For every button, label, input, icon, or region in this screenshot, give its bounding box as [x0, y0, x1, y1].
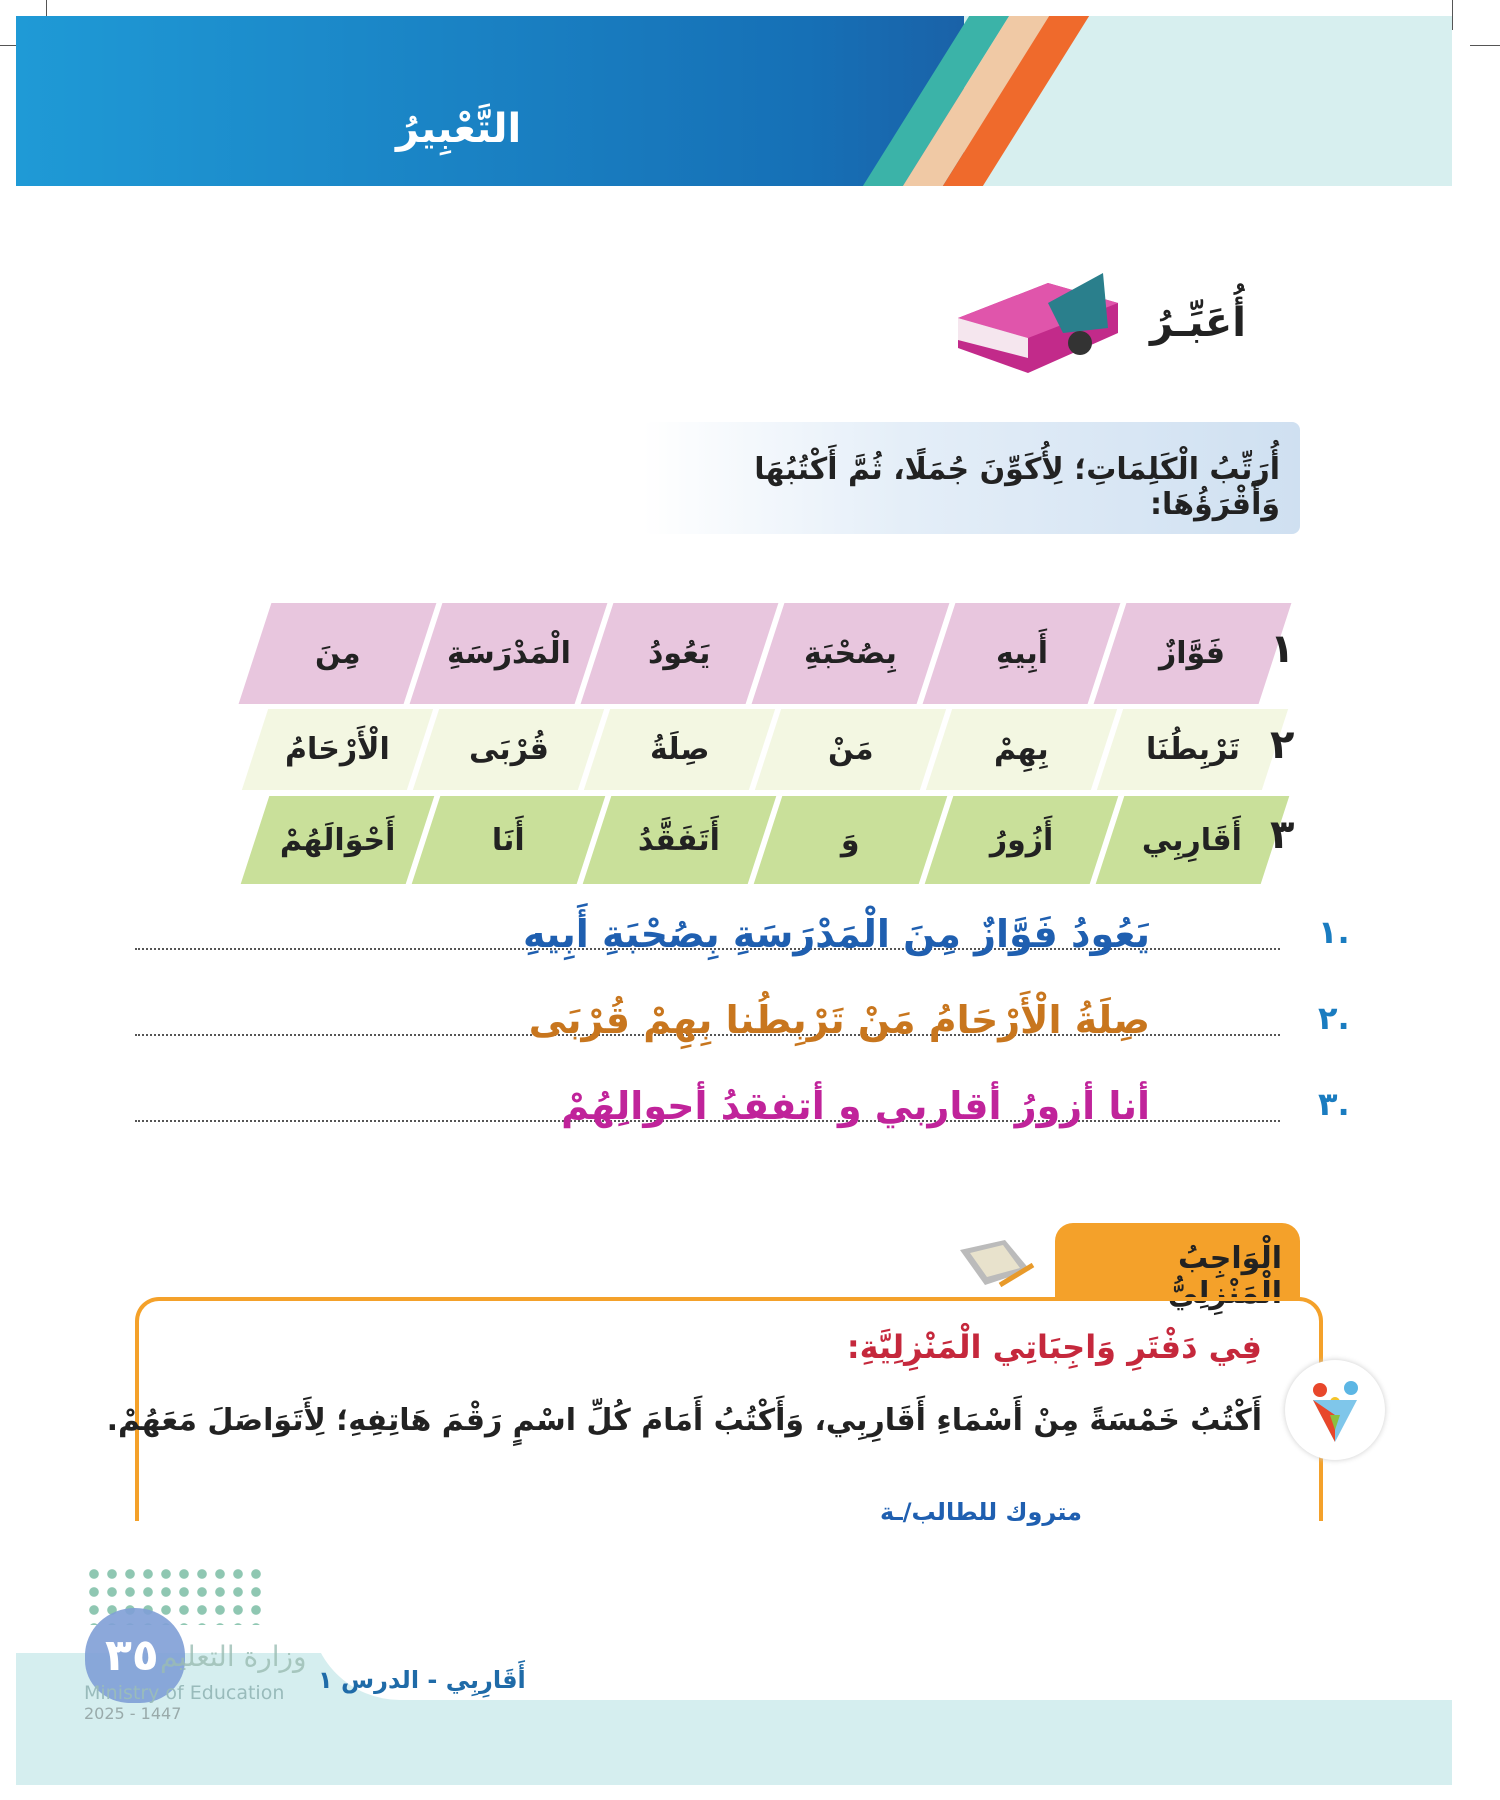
- answer-line[interactable]: [135, 888, 1280, 956]
- word-row: [255, 796, 1275, 884]
- lesson-label: أَقَارِبِي - الدرس ١: [318, 1666, 526, 1694]
- answer-line[interactable]: [135, 974, 1280, 1042]
- answer-text: أنا أزورُ أقاربي و أتفقدُ أحوالِهُمْ: [561, 1084, 1150, 1128]
- section-title: أُعَبِّـرُ: [1150, 300, 1246, 346]
- word: تَرْبِطُنَا: [1145, 732, 1240, 767]
- word: بِهِمْ: [994, 732, 1049, 767]
- word-cell: [413, 709, 604, 790]
- word: مَنْ: [827, 732, 874, 767]
- notebook-pencil-icon: [955, 1235, 1035, 1290]
- homework-tab-label: الْوَاجِبُ الْمَنْزِلِيُّ: [1167, 1241, 1282, 1311]
- word-cell: [755, 709, 946, 790]
- word-row: [255, 603, 1275, 704]
- word: أَحْوَالَهُمْ: [279, 822, 396, 858]
- answer-number: ٢.: [1318, 999, 1350, 1037]
- word: أَزُورُ: [989, 822, 1054, 858]
- word: صِلَةُ: [649, 732, 710, 767]
- row-number: ٣: [1270, 812, 1295, 858]
- word-cell: [1094, 603, 1295, 704]
- word: الْمَدْرَسَةِ: [446, 636, 571, 671]
- word-cell: [584, 709, 775, 790]
- word-cell: [239, 603, 437, 704]
- word-cell: [1097, 709, 1288, 790]
- answer-text: صِلَةُ الْأَرْحَامُ مَنْ تَرْبِطُنا بِهِمْ قُرْبَى: [528, 998, 1150, 1042]
- instruction-text: أُرَتِّبُ الْكَلِمَاتِ؛ لِأُكَوِّنَ جُمَلًا، ثُمَّ أَكْتُبُهَا وَأَقْرَؤُهَا:: [754, 452, 1280, 522]
- word-cell: [752, 603, 950, 704]
- word: بِصُحْبَةِ: [804, 636, 897, 671]
- word: فَوَّازٌ: [1159, 636, 1226, 671]
- family-icon: [1285, 1360, 1385, 1460]
- word-cell: [925, 796, 1119, 884]
- answer-text: يَعُودُ فَوَّازٌ مِنَ الْمَدْرَسَةِ بِصُحْبَةِ أَبِيهِ: [522, 912, 1150, 956]
- word-cell: [583, 796, 777, 884]
- word-row: [255, 709, 1275, 790]
- answer-number: ٣.: [1318, 1085, 1350, 1123]
- word-cell: [410, 603, 608, 704]
- answer-number: ١.: [1318, 913, 1350, 951]
- row-number: ٢: [1270, 721, 1295, 768]
- word-cell: [412, 796, 606, 884]
- word: أَنَا: [492, 822, 525, 858]
- answer-note: متروك للطالب/ـة: [880, 1498, 1082, 1526]
- homework-tab: [1055, 1223, 1300, 1311]
- word: قُرْبَى: [468, 732, 549, 767]
- page-title: التَّعْبِيرُ: [396, 106, 522, 152]
- word: مِنَ: [314, 636, 361, 671]
- answer-line[interactable]: [135, 1060, 1280, 1128]
- ministry-name-ar: وزارة التعليم: [160, 1640, 307, 1673]
- word: أَتَفَقَّدُ: [638, 822, 721, 858]
- homework-heading: فِي دَفْتَرِ وَاجِبَاتِي الْمَنْزِلِيَّةِ:: [846, 1328, 1262, 1366]
- word-cell: [923, 603, 1121, 704]
- homework-task: أَكْتُبُ خَمْسَةً مِنْ أَسْمَاءِ أَقَارِبِي، وَأَكْتُبُ أَمَامَ كُلِّ اسْمٍ رَقْمَ هَاتِفِهِ؛ لِأَتَوَاصَلَ مَعَهُمْ.: [106, 1403, 1262, 1438]
- ministry-name-en: Ministry of Education: [84, 1682, 285, 1704]
- word: وَ: [841, 822, 860, 858]
- word-cell: [241, 796, 435, 884]
- word: أَقَارِبِي: [1142, 822, 1243, 858]
- word-cell: [242, 709, 433, 790]
- word-cell: [581, 603, 779, 704]
- book-megaphone-icon: [958, 258, 1138, 373]
- instruction-box: [643, 422, 1300, 534]
- word: الْأَرْحَامُ: [285, 732, 390, 767]
- row-number: ١: [1270, 625, 1295, 672]
- word-cell: [754, 796, 948, 884]
- word: أَبِيهِ: [995, 636, 1048, 671]
- year: 2025 - 1447: [84, 1704, 182, 1723]
- word-cell: [926, 709, 1117, 790]
- word: يَعُودُ: [648, 636, 711, 671]
- header-banner: [16, 16, 1452, 186]
- word-cell: [1096, 796, 1290, 884]
- page-number: ٣٥: [105, 1630, 159, 1681]
